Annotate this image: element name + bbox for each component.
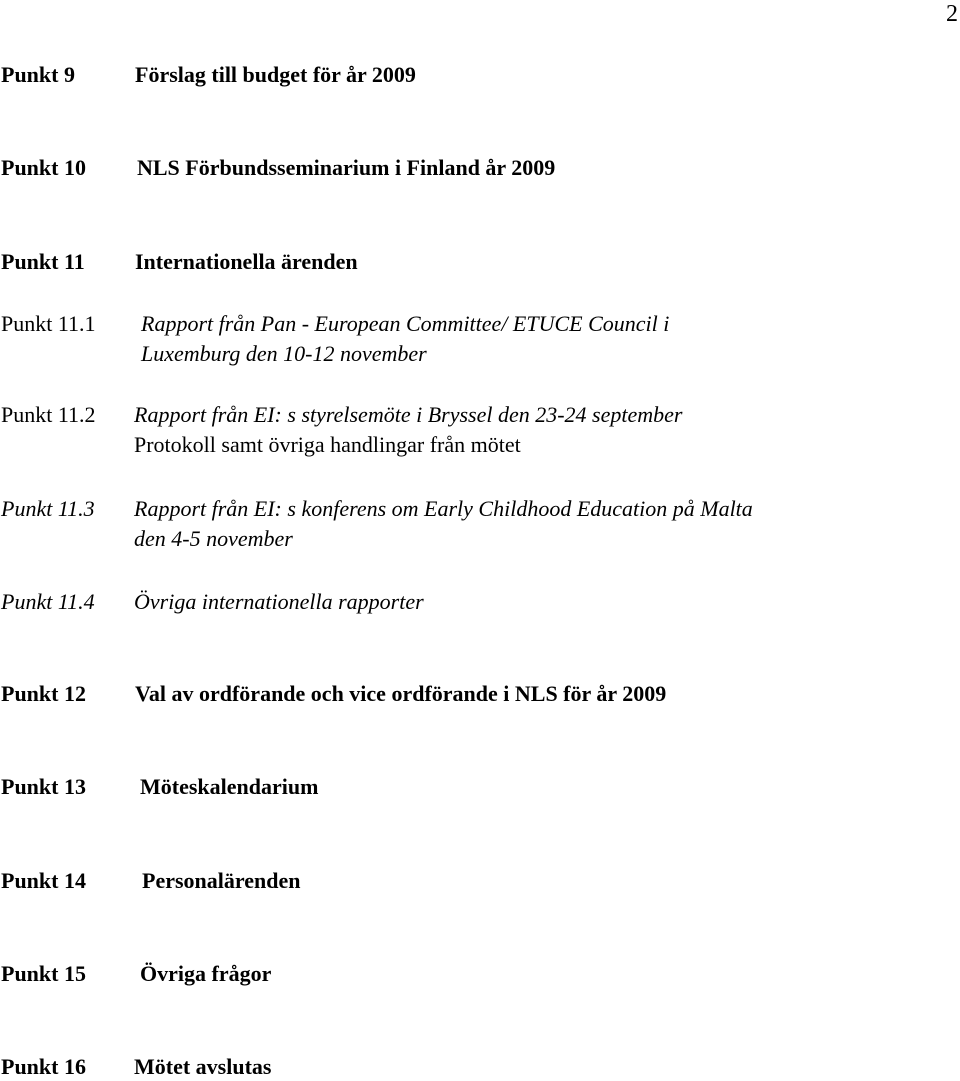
item-label: Punkt 11.2 [1,402,96,427]
item-label: Punkt 10 [1,155,86,180]
item-title: Övriga frågor [140,961,272,986]
item-label: Punkt 11.3 [1,496,95,521]
item-title-line-1: Rapport från EI: s styrelsemöte i Bryssel den 23-24 september [134,402,683,427]
item-title-line-1: Rapport från Pan - European Committee/ ETUCE Council i [141,311,670,336]
item-label: Punkt 9 [1,62,75,87]
item-title: Förslag till budget för år 2009 [135,62,416,87]
item-title: Personalärenden [142,868,301,893]
item-title [134,494,753,554]
page-number: 2 [946,1,958,27]
item-title: Övriga internationella rapporter [134,589,424,614]
item-title: Möteskalendarium [140,774,319,799]
item-label: Punkt 13 [1,774,86,799]
item-title-line-2: den 4-5 november [134,526,293,551]
item-title [141,309,669,369]
item-title-line-2: Protokoll samt övriga handlingar från mötet [134,432,521,457]
item-label: Punkt 11.1 [1,311,96,336]
item-title: Mötet avslutas [134,1054,272,1079]
item-title-line-1: Rapport från EI: s konferens om Early Childhood Education på Malta [134,496,753,521]
item-label: Punkt 11 [1,249,85,274]
item-title: Val av ordförande och vice ordförande i NLS för år 2009 [135,681,667,706]
item-title [134,400,682,460]
item-label: Punkt 12 [1,681,86,706]
item-label: Punkt 11.4 [1,589,95,614]
item-title: Internationella ärenden [135,249,358,274]
item-title-line-2: Luxemburg den 10-12 november [141,341,427,366]
item-label: Punkt 16 [1,1054,86,1079]
item-title: NLS Förbundsseminarium i Finland år 2009 [137,155,556,180]
item-label: Punkt 15 [1,961,86,986]
item-label: Punkt 14 [1,868,86,893]
